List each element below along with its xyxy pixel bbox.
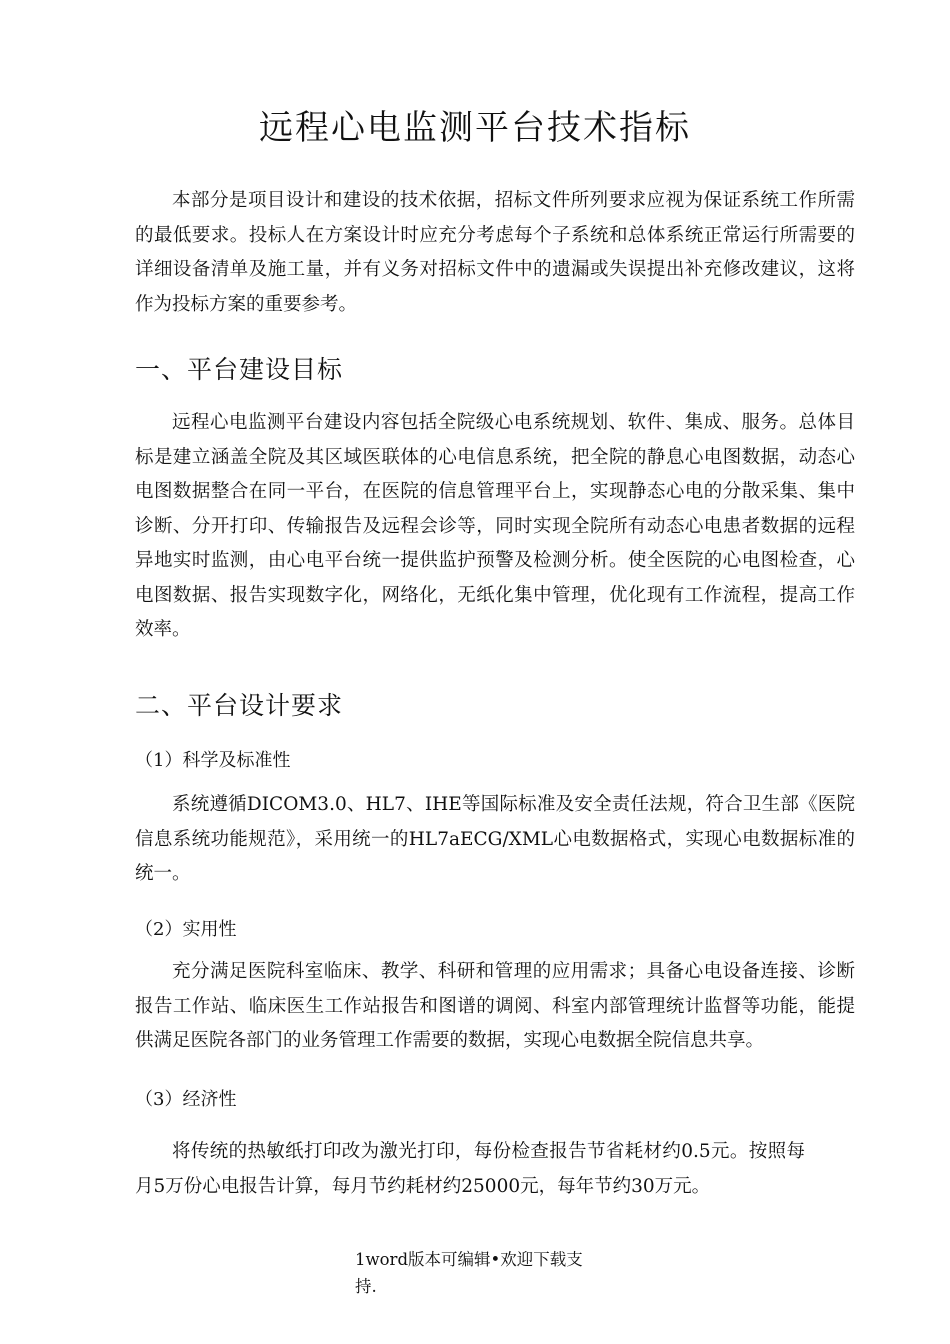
subsection-1-body: 系统遵循DICOM3.0、HL7、IHE等国际标准及安全责任法规，符合卫生部《医院信息系统功能规范》，采用统一的HL7aECG/XML心电数据格式，实现心电数据标准的统一。	[135, 794, 855, 884]
subsection-2-label: （2）实用性	[135, 919, 237, 940]
section-1-heading: 一、平台建设目标	[135, 355, 344, 384]
footer-note: 1word版本可编辑•欢迎下载支持.	[355, 1250, 583, 1296]
subsection-1-label: （1）科学及标准性	[135, 750, 291, 771]
section-1-body: 远程心电监测平台建设内容包括全院级心电系统规划、软件、集成、服务。总体目标是建立涵盖全院及其区域医联体的心电信息系统，把全院的静息心电图数据，动态心电图数据整合在同一平台，在医院的信息管理平台上，实现静态心电的分散采集、集中诊断、分开打印、传输报告及远程会诊等，同时实现全院所有动态心电患者数据的远程异地实时监测，由心电平台统一提供监护预警及检测分析。使全医院的心电图检查，心电图数据、报告实现数字化，网络化，无纸化集中管理，优化现有工作流程，提高工作效率。	[135, 412, 855, 640]
intro-paragraph: 本部分是项目设计和建设的技术依据，招标文件所列要求应视为保证系统工作所需的最低要求。投标人在方案设计时应充分考虑每个子系统和总体系统正常运行所需要的详细设备清单及施工量，并有义务对招标文件中的遗漏或失误提出补充修改建议，这将作为投标方案的重要参考。	[135, 190, 855, 315]
subsection-3-body: 将传统的热敏纸打印改为激光打印，每份检查报告节省耗材约0.5元。按照每月5万份心电报告计算，每月节约耗材约25000元，每年节约30万元。	[135, 1141, 805, 1197]
subsection-3-label: （3）经济性	[135, 1089, 237, 1110]
subsection-2-body: 充分满足医院科室临床、教学、科研和管理的应用需求；具备心电设备连接、诊断报告工作站、临床医生工作站报告和图谱的调阅、科室内部管理统计监督等功能，能提供满足医院各部门的业务管理工作需要的数据，实现心电数据全院信息共享。	[135, 961, 855, 1051]
document-title: 远程心电监测平台技术指标	[259, 108, 691, 148]
section-2-heading: 二、平台设计要求	[135, 691, 344, 720]
